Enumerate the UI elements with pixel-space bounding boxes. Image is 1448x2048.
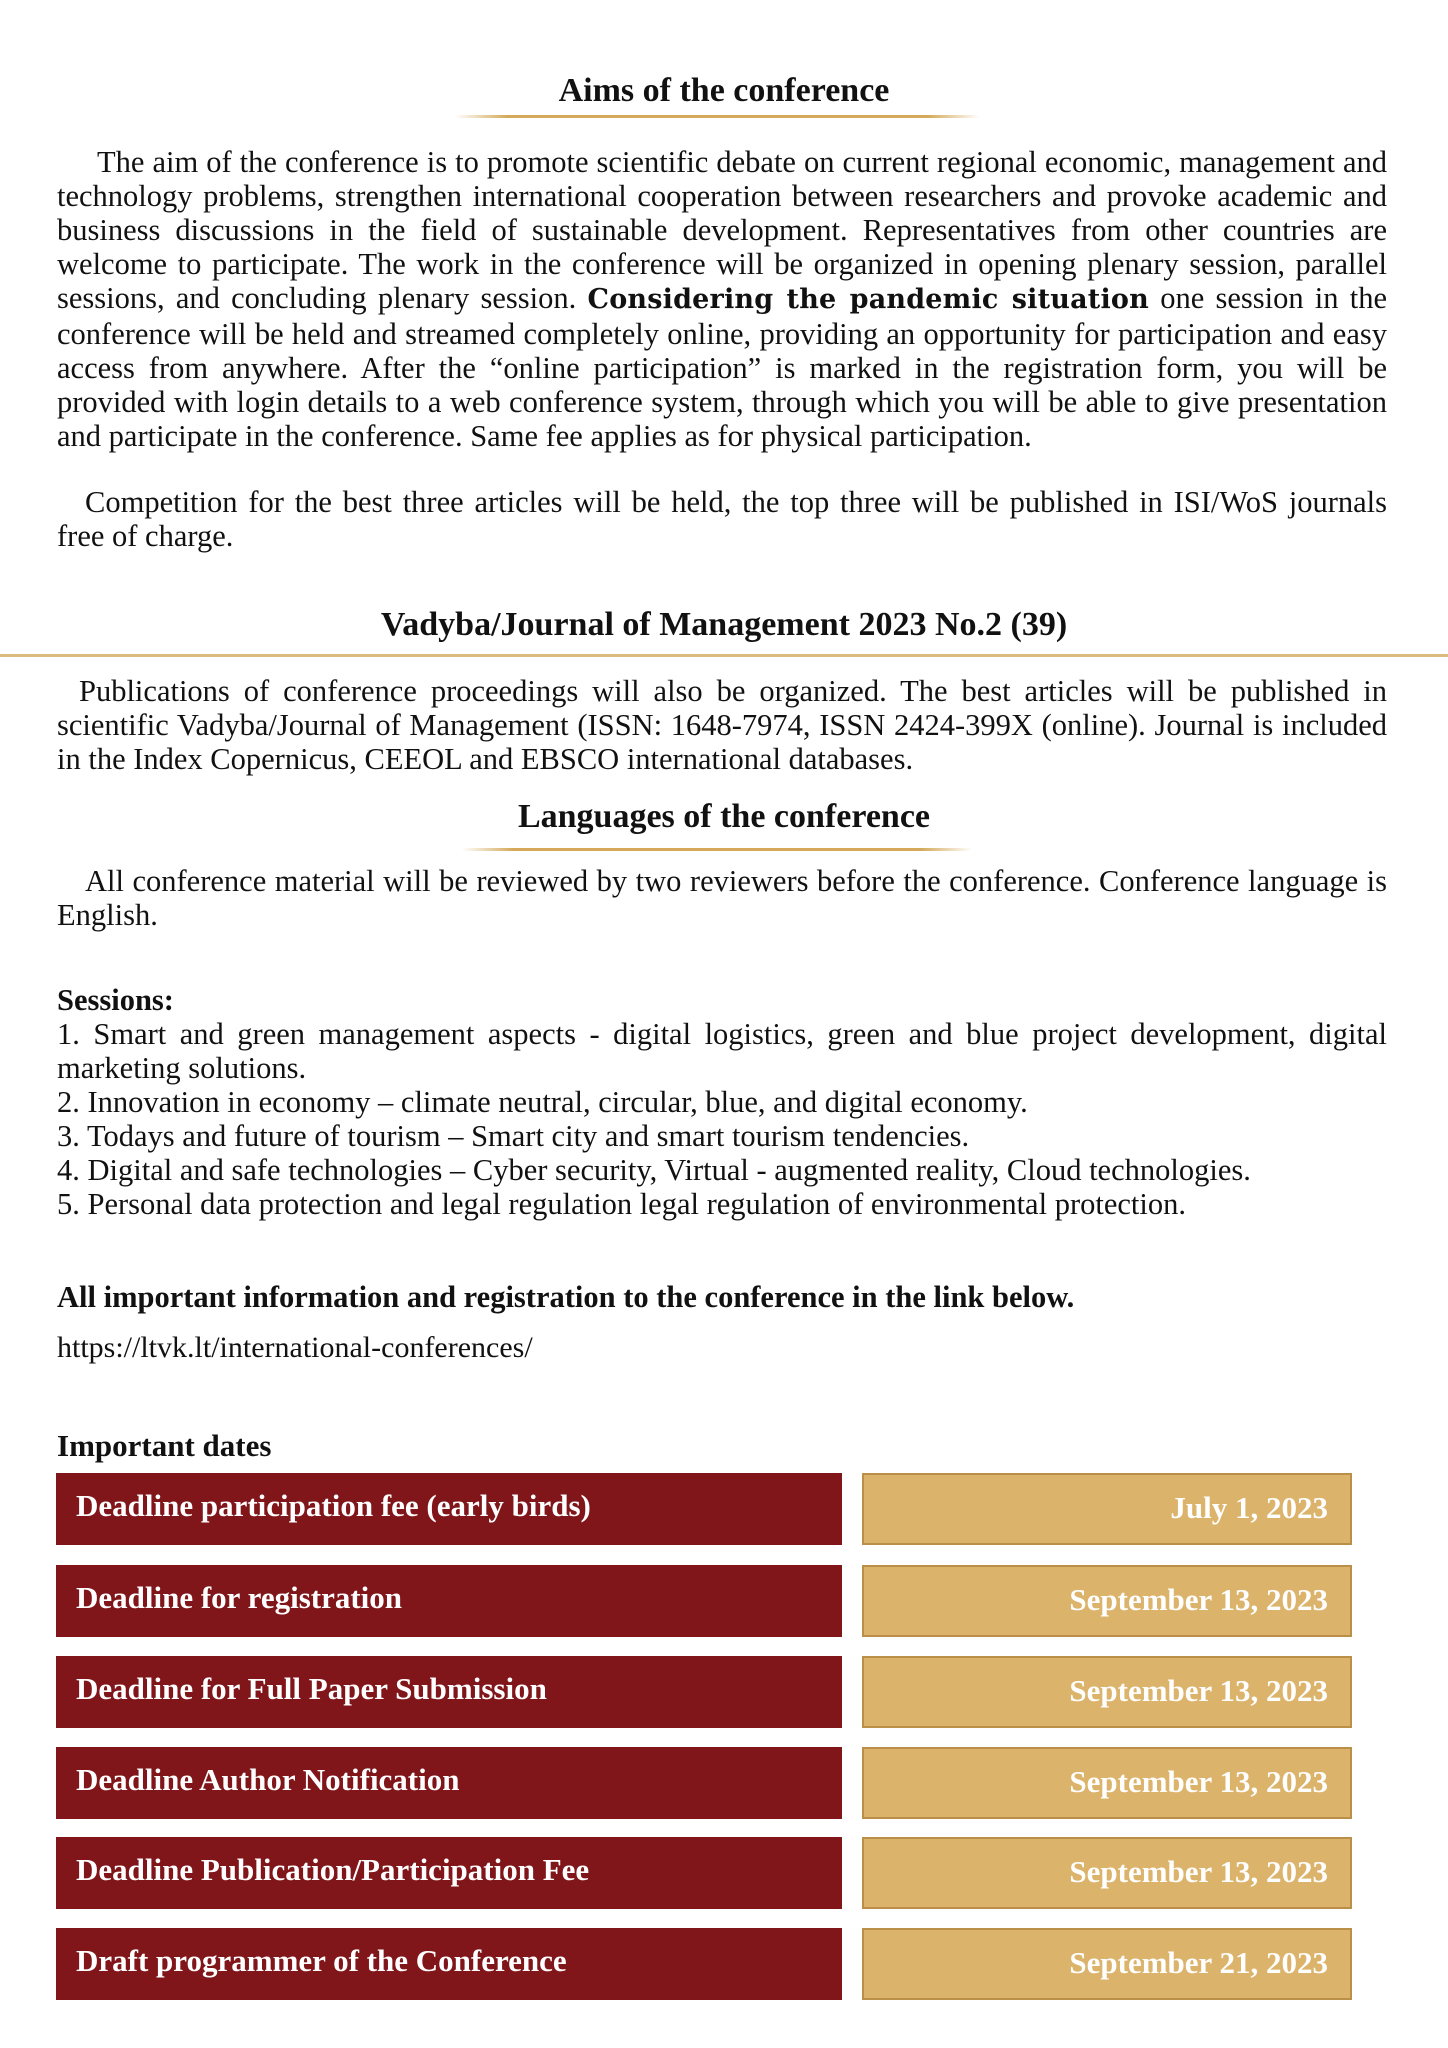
aims-heading: Aims of the conference <box>558 72 890 109</box>
important-dates-title: Important dates <box>57 1428 272 1463</box>
date-label: Deadline Author Notification <box>56 1747 842 1819</box>
date-value: September 21, 2023 <box>862 1928 1352 2000</box>
competition-text: Competition for the best three articles will be held, the top three will be published in ISI/WoS journals free of charge. <box>57 485 1387 553</box>
session-item-4: 4. Digital and safe technologies – Cyber security, Virtual - augmented reality, Cloud technologies. <box>57 1153 1251 1187</box>
date-row-author-notification <box>0 1747 1448 1819</box>
competition-paragraph <box>57 485 1387 553</box>
aims-paragraph <box>57 145 1387 453</box>
date-row-full-paper <box>0 1656 1448 1728</box>
aims-heading-underline <box>455 115 980 118</box>
journal-paragraph <box>57 674 1387 776</box>
date-row-draft-programme <box>0 1928 1448 2000</box>
date-value: September 13, 2023 <box>862 1747 1352 1819</box>
aims-paragraph-start: The aim of the conference is to promote scientific debate on current regional economic, management and technology problems, strengthen international cooperation between researchers and provoke academic and business discussions in the field of sustainable development. Representatives from other countries are welcome to participate. The work in the conference will be organized in opening plenary session, parallel sessions, and concluding plenary session. <box>57 145 1387 315</box>
journal-text: Publications of conference proceedings will also be organized. The best articles will be published in scientific Vadyba/Journal of Management (ISSN: 1648-7974, ISSN 2424-399X (online). Journal is included in the Index Copernicus, CEEOL and EBSCO international databases. <box>57 674 1387 776</box>
date-value: September 13, 2023 <box>862 1565 1352 1637</box>
date-label: Deadline participation fee (early birds) <box>56 1473 842 1545</box>
date-label: Deadline for registration <box>56 1565 842 1637</box>
sessions-block <box>57 983 1387 1221</box>
aims-paragraph-end: one session in the conference will be held and streamed completely online, providing an opportunity for participation and easy access from anywhere. After the “online participation” is marked in the registration form, you will be provided with login details to a web conference system, through which you will be able to give presentation and participate in the conference. Same fee applies as for physical participation. <box>57 281 1388 453</box>
journal-heading: Vadyba/Journal of Management 2023 No.2 (39) <box>380 606 1068 643</box>
date-row-registration <box>0 1565 1448 1637</box>
languages-heading: Languages of the conference <box>517 798 931 835</box>
date-value: July 1, 2023 <box>862 1473 1352 1545</box>
date-value: September 13, 2023 <box>862 1656 1352 1728</box>
date-label: Draft programmer of the Conference <box>56 1928 842 2000</box>
session-item-1: 1. Smart and green management aspects - digital logistics, green and blue project development, digital marketing solutions. <box>57 1017 1387 1085</box>
date-row-publication-fee <box>0 1837 1448 1909</box>
languages-heading-underline <box>462 848 972 851</box>
languages-paragraph <box>57 864 1387 932</box>
date-label: Deadline Publication/Participation Fee <box>56 1837 842 1909</box>
registration-link[interactable]: https://ltvk.lt/international-conferences/ <box>57 1331 533 1364</box>
registration-info: All important information and registration to the conference in the link below. <box>57 1280 1075 1314</box>
sessions-title: Sessions: <box>57 983 174 1017</box>
aims-paragraph-bold: Considering the pandemic situation <box>587 284 1149 315</box>
date-row-early-birds <box>0 1473 1448 1545</box>
languages-text: All conference material will be reviewed by two reviewers before the conference. Conference language is English. <box>57 864 1387 932</box>
journal-heading-rule <box>0 654 1448 657</box>
date-value: September 13, 2023 <box>862 1837 1352 1909</box>
session-item-2: 2. Innovation in economy – climate neutral, circular, blue, and digital economy. <box>57 1085 1028 1119</box>
session-item-3: 3. Todays and future of tourism – Smart city and smart tourism tendencies. <box>57 1119 970 1153</box>
date-label: Deadline for Full Paper Submission <box>56 1656 842 1728</box>
session-item-5: 5. Personal data protection and legal regulation legal regulation of environmental protection. <box>57 1187 1186 1221</box>
